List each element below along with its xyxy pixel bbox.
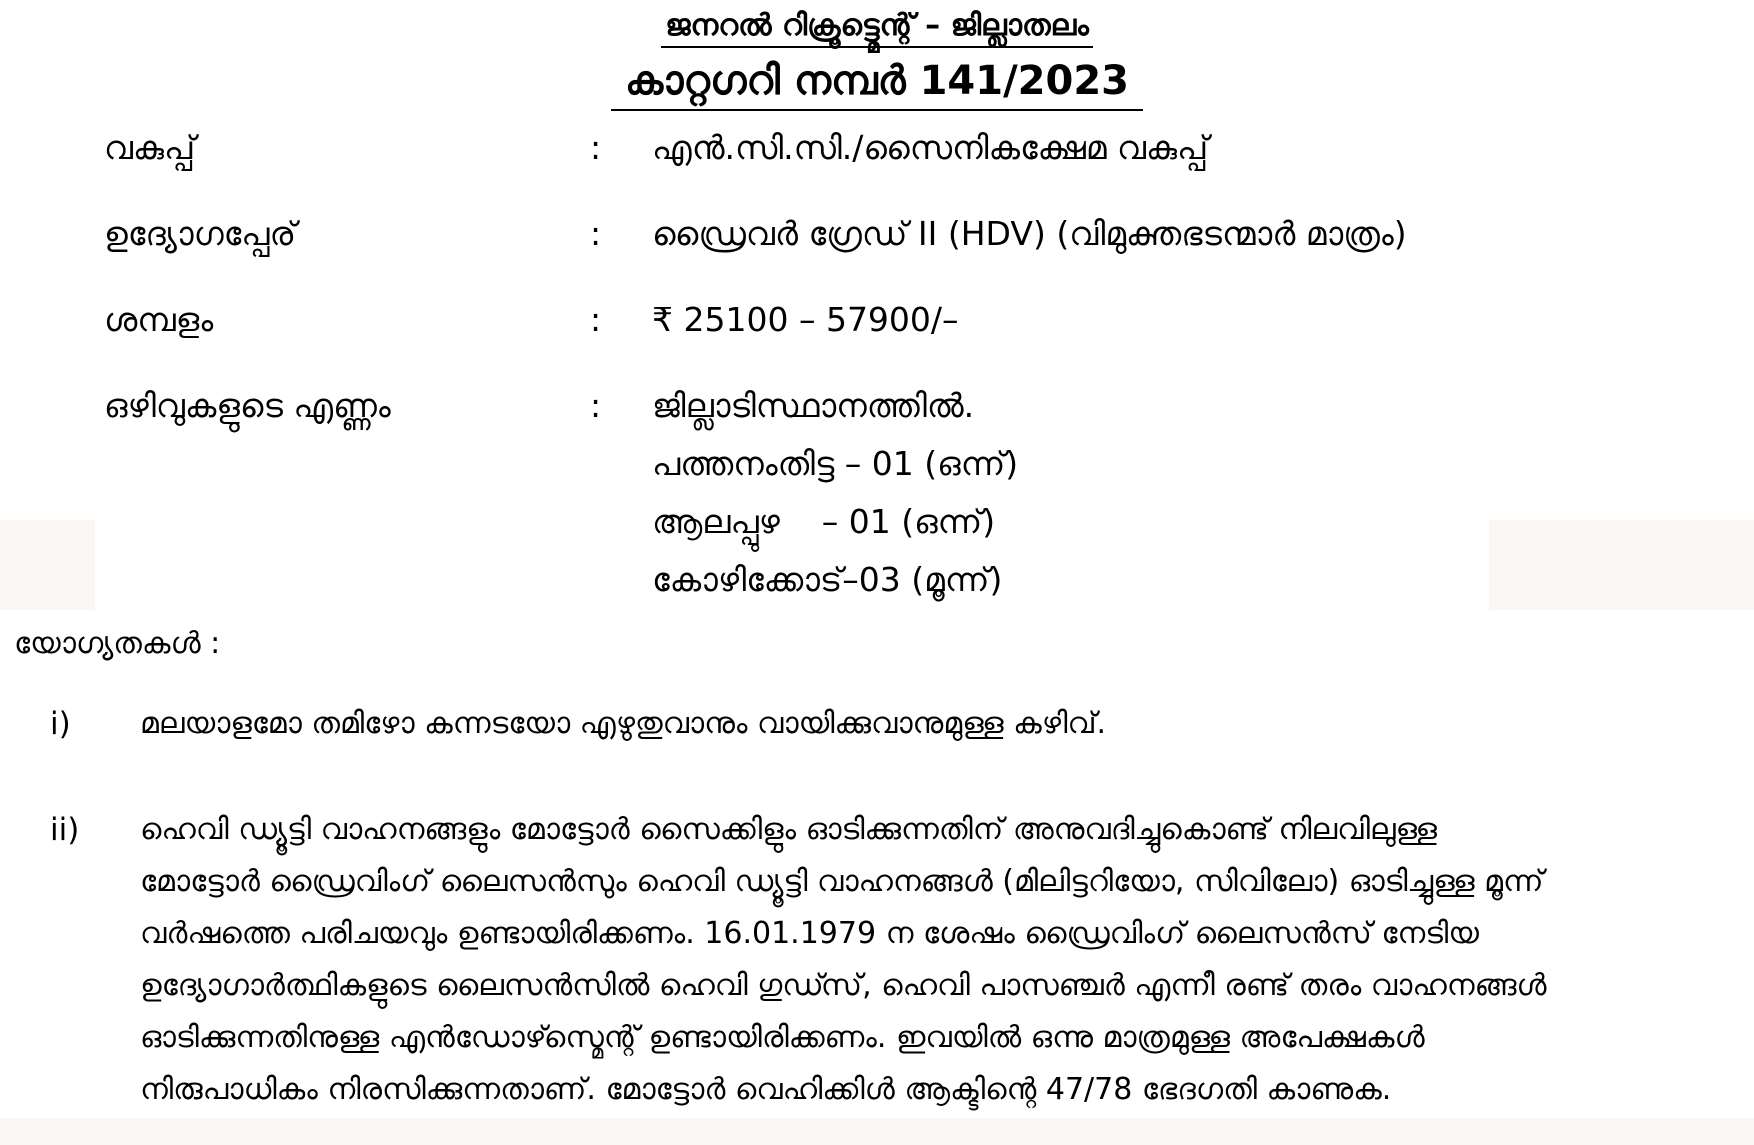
post-label: ഉദ്യോഗപ്പേര് [104, 214, 297, 253]
salary-value: ₹ 25100 – 57900/– [652, 300, 959, 339]
colon: : [590, 128, 602, 167]
vacancy-district-pathanamthitta: പത്തനംതിട്ട – 01 (ഒന്ന്) [652, 444, 1019, 483]
qualification-line: ഓടിക്കുന്നതിനുള്ള എൻഡോഴ്സ്മെന്റ് ഉണ്ടായിരിക്കണം. ഇവയിൽ ഒന്നു മാത്രമുള്ള അപേക്ഷകൾ [140, 1020, 1425, 1055]
qualification-line: നിരുപാധികം നിരസിക്കുന്നതാണ്. മോട്ടോർ വെഹിക്കിൾ ആക്ടിന്റെ 47/78 ഭേദഗതി കാണുക. [140, 1072, 1392, 1107]
qualification-text [140, 804, 1730, 1116]
scan-band [0, 520, 95, 610]
colon: : [590, 214, 602, 253]
scan-band [0, 1118, 1754, 1145]
category-number-text: കാറ്റഗറി നമ്പർ 141/2023 [611, 59, 1143, 111]
qualification-number: ii) [50, 812, 80, 848]
vacancy-district-alappuzha: ആലപ്പുഴ – 01 (ഒന്ന്) [652, 502, 996, 541]
qualification-line: ഹെവി ഡ്യൂട്ടി വാഹനങ്ങളും മോട്ടോർ സൈക്കിളും ഓടിക്കുന്നതിന് അനുവദിച്ചുകൊണ്ട് നിലവിലുള്ള [140, 812, 1438, 847]
salary-label: ശമ്പളം [104, 300, 214, 339]
post-value: ഡ്രൈവർ ഗ്രേഡ് II (HDV) (വിമുക്തഭടന്മാർ മാത്രം) [652, 214, 1407, 253]
department-label: വകുപ്പ് [104, 128, 196, 167]
department-value: എൻ.സി.സി./സൈനികക്ഷേമ വകുപ്പ് [652, 128, 1209, 167]
vacancies-label: ഒഴിവുകളുടെ എണ്ണം [104, 386, 391, 425]
qualifications-title: യോഗ്യതകൾ : [14, 626, 221, 661]
colon: : [590, 300, 602, 339]
qualification-line: വർഷത്തെ പരിചയവും ഉണ്ടായിരിക്കണം. 16.01.1979 ന ശേഷം ഡ്രൈവിംഗ് ലൈസൻസ് നേടിയ [140, 916, 1479, 951]
recruitment-heading [0, 8, 1754, 48]
recruitment-heading-text: ജനറൽ റിക്രൂട്ട്മെന്റ് – ജില്ലാതലം [661, 9, 1093, 48]
vacancy-basis: ജില്ലാടിസ്ഥാനത്തിൽ. [652, 386, 975, 425]
qualification-number: i) [50, 706, 71, 742]
qualification-line: ഉദ്യോഗാർത്ഥികളുടെ ലൈസൻസിൽ ഹെവി ഗുഡ്സ്, ഹെവി പാസഞ്ചർ എന്നീ രണ്ട് തരം വാഹനങ്ങൾ [140, 968, 1547, 1003]
qualification-text [140, 698, 1730, 750]
scan-band [1489, 520, 1754, 610]
qualification-line: മോട്ടോർ ഡ്രൈവിംഗ് ലൈസൻസും ഹെവി ഡ്യൂട്ടി വാഹനങ്ങൾ (മിലിട്ടറിയോ, സിവിലോ) ഓടിച്ചുള്ള മൂന്ന് [140, 864, 1544, 899]
vacancy-district-kozhikode: കോഴിക്കോട്–03 (മൂന്ന്) [652, 560, 1003, 599]
category-number-heading [0, 58, 1754, 111]
qualification-line: മലയാളമോ തമിഴോ കന്നടയോ എഴുതുവാനും വായിക്കുവാനുമുള്ള കഴിവ്. [140, 706, 1107, 741]
colon: : [590, 386, 602, 425]
